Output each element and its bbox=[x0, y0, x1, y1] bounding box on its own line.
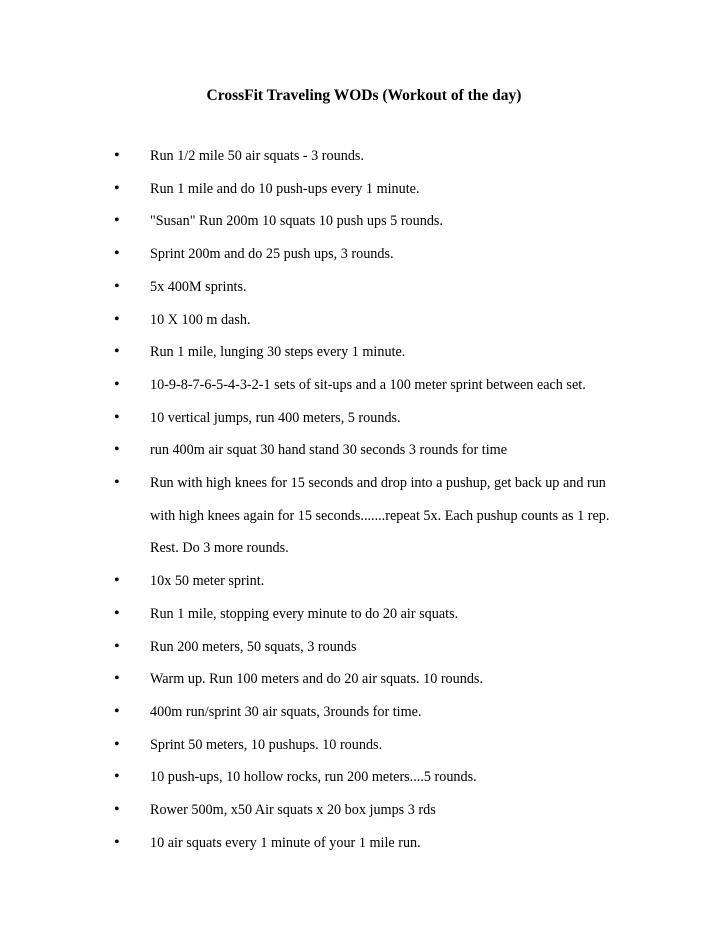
list-item bbox=[0, 631, 728, 664]
list-item bbox=[0, 336, 728, 369]
list-item bbox=[0, 794, 728, 827]
list-item bbox=[0, 565, 728, 598]
list-item bbox=[0, 238, 728, 271]
list-item bbox=[0, 271, 728, 304]
document-title: CrossFit Traveling WODs (Workout of the day) bbox=[206, 87, 522, 104]
list-item bbox=[0, 761, 728, 794]
bullet-icon: • bbox=[114, 572, 120, 590]
list-item-text: Sprint 50 meters, 10 pushups. 10 rounds. bbox=[150, 736, 383, 753]
list-item-text: 10x 50 meter sprint. bbox=[150, 573, 265, 590]
bullet-icon: • bbox=[114, 310, 120, 328]
bullet-icon: • bbox=[114, 245, 120, 263]
bullet-icon: • bbox=[114, 343, 120, 361]
workout-list bbox=[0, 140, 728, 859]
bullet-icon: • bbox=[114, 408, 120, 426]
bullet-icon: • bbox=[114, 441, 120, 459]
bullet-icon: • bbox=[114, 702, 120, 720]
bullet-icon: • bbox=[114, 147, 120, 164]
list-item-text: 5x 400M sprints. bbox=[150, 278, 247, 295]
list-item-text: Rest. Do 3 more rounds. bbox=[150, 540, 289, 557]
list-item-text: Warm up. Run 100 meters and do 20 air squats. 10 rounds. bbox=[150, 671, 484, 688]
list-item-text: "Susan" Run 200m 10 squats 10 push ups 5 rounds. bbox=[150, 213, 443, 230]
list-item bbox=[0, 173, 728, 206]
list-item-text: 10 vertical jumps, run 400 meters, 5 rounds. bbox=[150, 409, 401, 426]
list-item-text: Run 1 mile, stopping every minute to do 20 air squats. bbox=[150, 605, 459, 622]
bullet-icon: • bbox=[114, 277, 120, 295]
list-item bbox=[0, 696, 728, 729]
list-item-text: Run with high knees for 15 seconds and drop into a pushup, get back up and run bbox=[150, 475, 606, 492]
bullet-icon: • bbox=[114, 474, 120, 492]
bullet-icon: • bbox=[114, 212, 120, 230]
list-item-text: Sprint 200m and do 25 push ups, 3 rounds. bbox=[150, 246, 394, 263]
bullet-icon: • bbox=[114, 768, 120, 786]
bullet-icon: • bbox=[114, 801, 120, 819]
list-item bbox=[0, 402, 728, 435]
bullet-icon: • bbox=[114, 735, 120, 753]
list-item bbox=[0, 598, 728, 631]
bullet-icon: • bbox=[114, 833, 120, 851]
list-item-text: 10-9-8-7-6-5-4-3-2-1 sets of sit-ups and a 100 meter sprint between each set. bbox=[150, 376, 586, 393]
list-item-text: 10 air squats every 1 minute of your 1 mile run. bbox=[150, 834, 421, 851]
list-item bbox=[0, 827, 728, 860]
list-item bbox=[0, 467, 728, 565]
list-item bbox=[0, 434, 728, 467]
bullet-icon: • bbox=[114, 670, 120, 688]
list-item-text: Run 1/2 mile 50 air squats - 3 rounds. bbox=[150, 148, 364, 164]
bullet-icon: • bbox=[114, 375, 120, 393]
list-item bbox=[0, 140, 728, 173]
list-item bbox=[0, 663, 728, 696]
list-item-text: Run 1 mile, lunging 30 steps every 1 minute. bbox=[150, 344, 406, 361]
list-item-text: Run 200 meters, 50 squats, 3 rounds bbox=[150, 638, 357, 655]
list-item-text: Rower 500m, x50 Air squats x 20 box jumps 3 rds bbox=[150, 802, 436, 819]
bullet-icon: • bbox=[114, 179, 120, 197]
list-item bbox=[0, 369, 728, 402]
list-item-text: with high knees again for 15 seconds.......repeat 5x. Each pushup counts as 1 rep. bbox=[150, 507, 610, 524]
list-item-text: 10 X 100 m dash. bbox=[150, 311, 251, 328]
list-item-text: 10 push-ups, 10 hollow rocks, run 200 meters....5 rounds. bbox=[150, 769, 477, 786]
list-item-text: run 400m air squat 30 hand stand 30 seconds 3 rounds for time bbox=[150, 442, 507, 459]
bullet-icon: • bbox=[114, 637, 120, 655]
list-item bbox=[0, 205, 728, 238]
bullet-icon: • bbox=[114, 604, 120, 622]
list-item bbox=[0, 304, 728, 337]
list-item bbox=[0, 729, 728, 762]
list-item-text: Run 1 mile and do 10 push-ups every 1 minute. bbox=[150, 180, 420, 197]
list-item-text: 400m run/sprint 30 air squats, 3rounds for time. bbox=[150, 703, 422, 720]
